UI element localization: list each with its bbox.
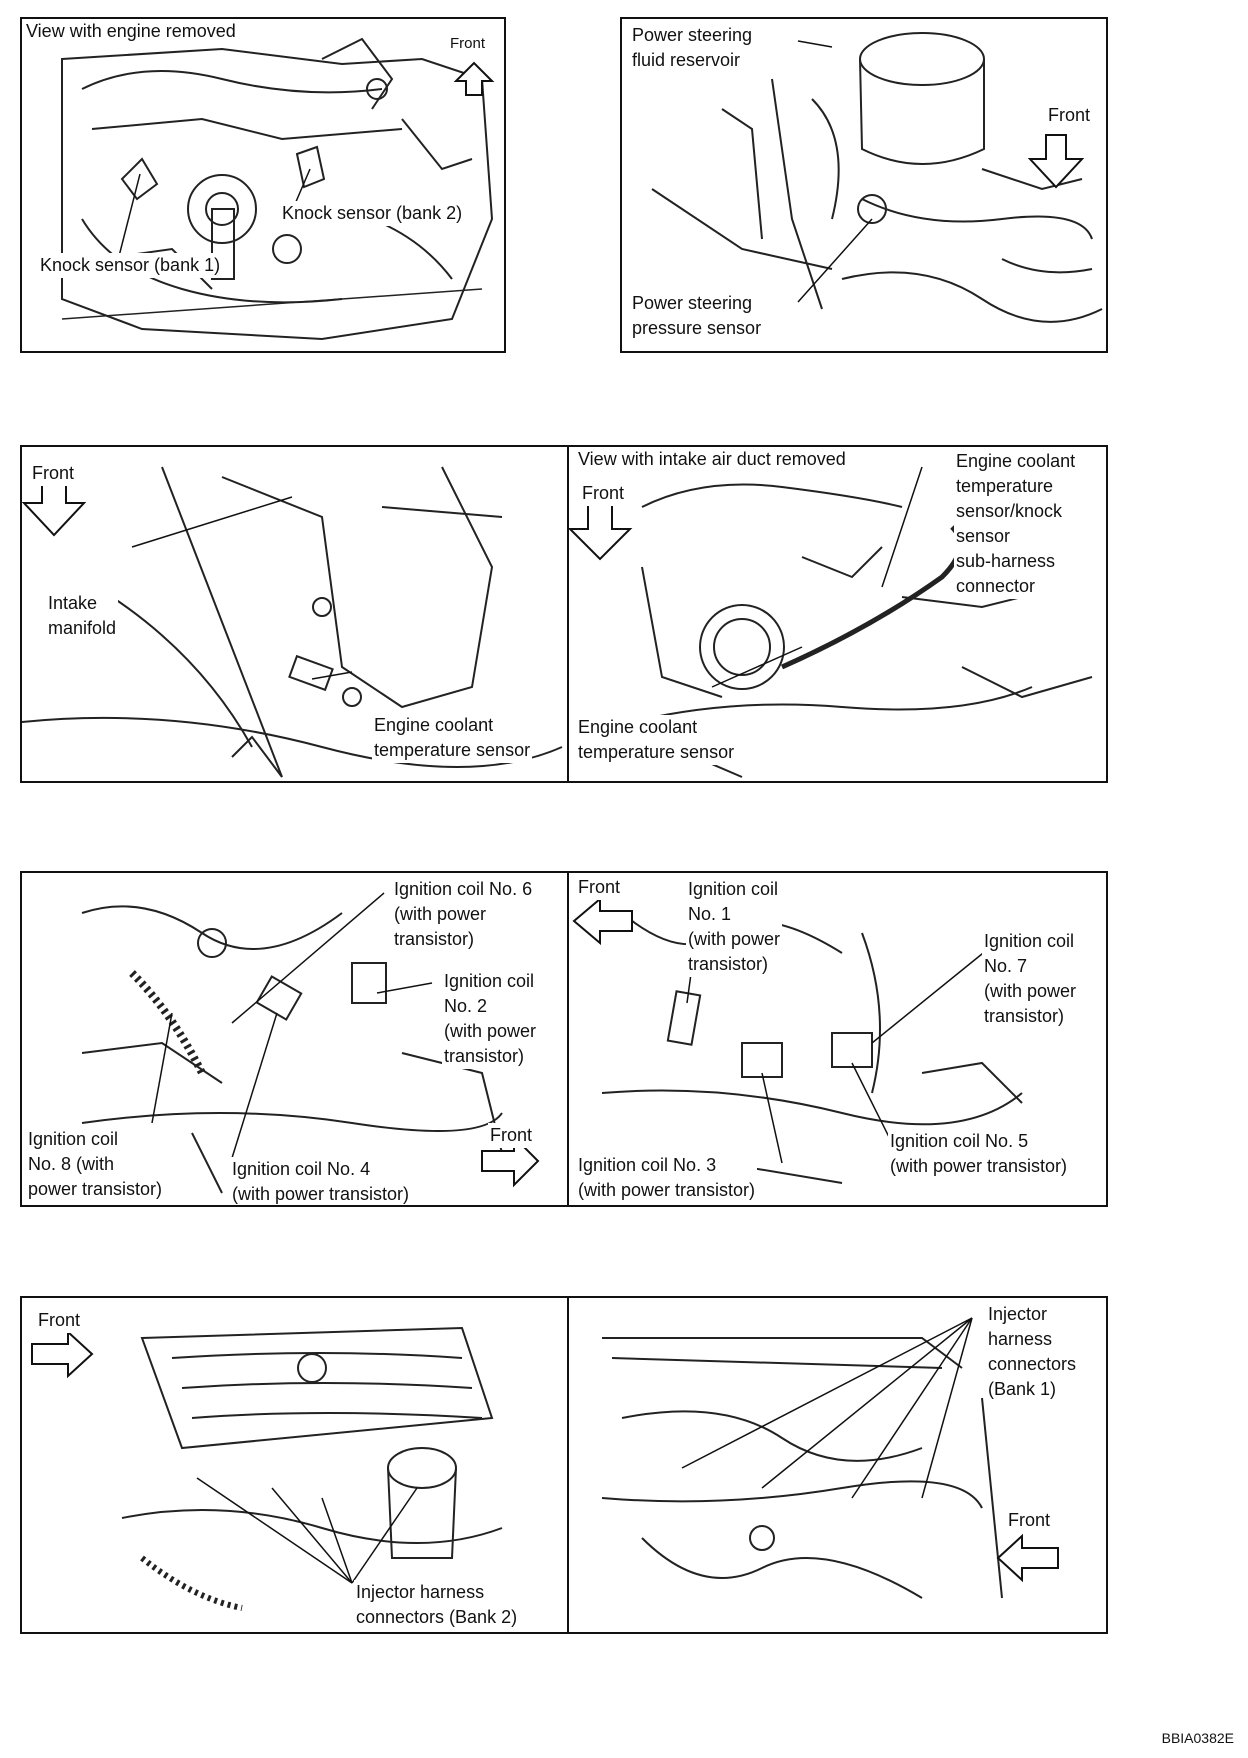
sub-harness-connector-label: Engine coolant temperature sensor/knock sensor sub-harness connector (954, 449, 1077, 599)
bank2-connectors-label: Injector harness connectors (Bank 2) (354, 1580, 519, 1630)
intake-manifold-label: Intake manifold (46, 591, 118, 641)
coil1-label: Ignition coil No. 1 (with power transistor) (686, 877, 782, 977)
coil4-label: Ignition coil No. 4 (with power transistor) (230, 1157, 411, 1207)
front-label: Front (1006, 1508, 1052, 1533)
knock-sensor-bank2-label: Knock sensor (bank 2) (280, 201, 464, 226)
front-arrow-left-icon (998, 1536, 1058, 1580)
injector-illustration (22, 1298, 1106, 1632)
front-label: Front (488, 1123, 534, 1148)
view-label: View with engine removed (24, 19, 238, 44)
front-label: Front (576, 875, 622, 900)
coil2-label: Ignition coil No. 2 (with power transistor) (442, 969, 538, 1069)
knock-sensor-bank1-label: Knock sensor (bank 1) (38, 253, 222, 278)
front-arrow-right-icon (32, 1332, 92, 1376)
ignition-coil-panel (20, 871, 1108, 1207)
knock-sensor-panel (20, 17, 506, 353)
front-label: Front (36, 1308, 82, 1333)
coolant-sensor-label-right: Engine coolant temperature sensor (576, 715, 736, 765)
front-arrow-up-icon (456, 63, 492, 95)
engine-illustration (22, 19, 504, 351)
fluid-reservoir-label: Power steering fluid reservoir (630, 23, 754, 73)
front-label: Front (1046, 103, 1092, 128)
bank1-connectors-label: Injector harness connectors (Bank 1) (986, 1302, 1078, 1402)
coil3-label: Ignition coil No. 3 (with power transistor) (576, 1153, 757, 1203)
coil5-label: Ignition coil No. 5 (with power transistor) (888, 1129, 1069, 1179)
injector-panel (20, 1296, 1108, 1634)
front-arrow-left-icon (574, 899, 632, 943)
figure-code: BBIA0382E (1161, 1730, 1234, 1746)
coolant-sensor-label-left: Engine coolant temperature sensor (372, 713, 532, 763)
coolant-illustration (22, 447, 1106, 781)
coolant-sensor-panel (20, 445, 1108, 783)
front-label: Front (580, 481, 626, 506)
power-steering-panel (620, 17, 1108, 353)
pressure-sensor-label: Power steering pressure sensor (630, 291, 763, 341)
front-arrow-down-icon (1030, 135, 1082, 187)
coil6-label: Ignition coil No. 6 (with power transistor) (392, 877, 534, 952)
front-label: Front (450, 35, 486, 52)
front-label: Front (30, 461, 76, 486)
intake-duct-view-label: View with intake air duct removed (576, 447, 848, 472)
front-arrow-down-icon (570, 503, 630, 559)
coil7-label: Ignition coil No. 7 (with power transistor) (982, 929, 1078, 1029)
coil8-label: Ignition coil No. 8 (with power transistor) (26, 1127, 164, 1202)
